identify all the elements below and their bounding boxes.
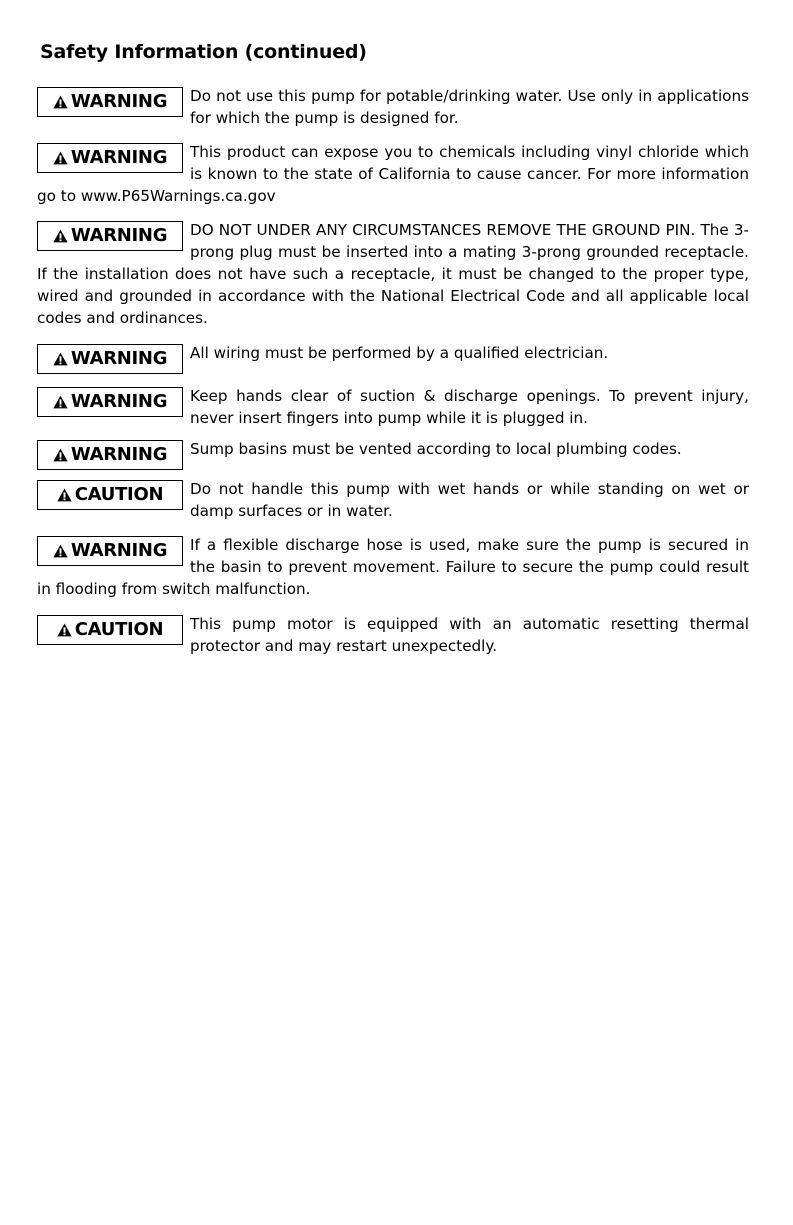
signal-word-label: CAUTION <box>74 619 164 640</box>
safety-notice <box>37 613 749 657</box>
signal-word-badge <box>37 143 183 173</box>
safety-notice <box>37 438 749 470</box>
warning-triangle-icon <box>53 448 68 462</box>
notice-text: DO NOT UNDER ANY CIRCUMSTANCES REMOVE THE GROUND PIN. The 3-prong plug must be inserted into a mating 3-prong grounded receptacle. If the installation does not have such a receptacle, it must be changed to the proper type, wired and grounded in accordance with the National Electrical Code and all applicable local codes and ordinances. <box>37 221 749 327</box>
safety-notice <box>37 534 749 600</box>
signal-word-badge <box>37 440 183 470</box>
warning-triangle-icon <box>53 151 68 165</box>
notice-text: This pump motor is equipped with an automatic resetting thermal protector and may restart unexpectedly. <box>190 615 749 655</box>
warning-triangle-icon <box>57 488 72 502</box>
signal-word-label: WARNING <box>70 91 168 112</box>
notice-text: Keep hands clear of suction & discharge openings. To prevent injury, never insert fingers into pump while it is plugged in. <box>190 387 749 427</box>
notice-text: Do not use this pump for potable/drinking water. Use only in applications for which the pump is designed for. <box>190 87 749 127</box>
warning-triangle-icon <box>53 95 68 109</box>
notice-text: All wiring must be performed by a qualified electrician. <box>190 344 609 362</box>
signal-word-label: WARNING <box>70 540 168 561</box>
signal-word-label: CAUTION <box>74 484 164 505</box>
signal-word-badge <box>37 480 183 510</box>
warning-triangle-icon <box>53 544 68 558</box>
warning-triangle-icon <box>53 395 68 409</box>
signal-word-label: WARNING <box>70 225 168 246</box>
safety-notice <box>37 385 749 429</box>
page-title: Safety Information (continued) <box>40 41 367 63</box>
safety-notice <box>37 219 749 329</box>
signal-word-label: WARNING <box>70 348 168 369</box>
signal-word-badge <box>37 221 183 251</box>
notice-text: This product can expose you to chemicals including vinyl chloride which is known to the state of California to cause cancer. For more information go to www.P65Warnings.ca.gov <box>37 143 749 205</box>
signal-word-label: WARNING <box>70 147 168 168</box>
safety-notice <box>37 478 749 522</box>
safety-notices <box>37 85 749 657</box>
signal-word-badge <box>37 344 183 374</box>
warning-triangle-icon <box>53 229 68 243</box>
warning-triangle-icon <box>53 352 68 366</box>
warning-triangle-icon <box>57 623 72 637</box>
notice-text: Do not handle this pump with wet hands or while standing on wet or damp surfaces or in water. <box>190 480 749 520</box>
notice-text: If a flexible discharge hose is used, make sure the pump is secured in the basin to prevent movement. Failure to secure the pump could result in flooding from switch malfunction. <box>37 536 749 598</box>
safety-notice <box>37 85 749 129</box>
safety-notice <box>37 342 749 374</box>
notice-text: Sump basins must be vented according to local plumbing codes. <box>190 440 682 458</box>
signal-word-badge <box>37 615 183 645</box>
signal-word-label: WARNING <box>70 444 168 465</box>
signal-word-badge <box>37 387 183 417</box>
signal-word-badge <box>37 536 183 566</box>
signal-word-badge <box>37 87 183 117</box>
signal-word-label: WARNING <box>70 391 168 412</box>
safety-notice <box>37 141 749 207</box>
